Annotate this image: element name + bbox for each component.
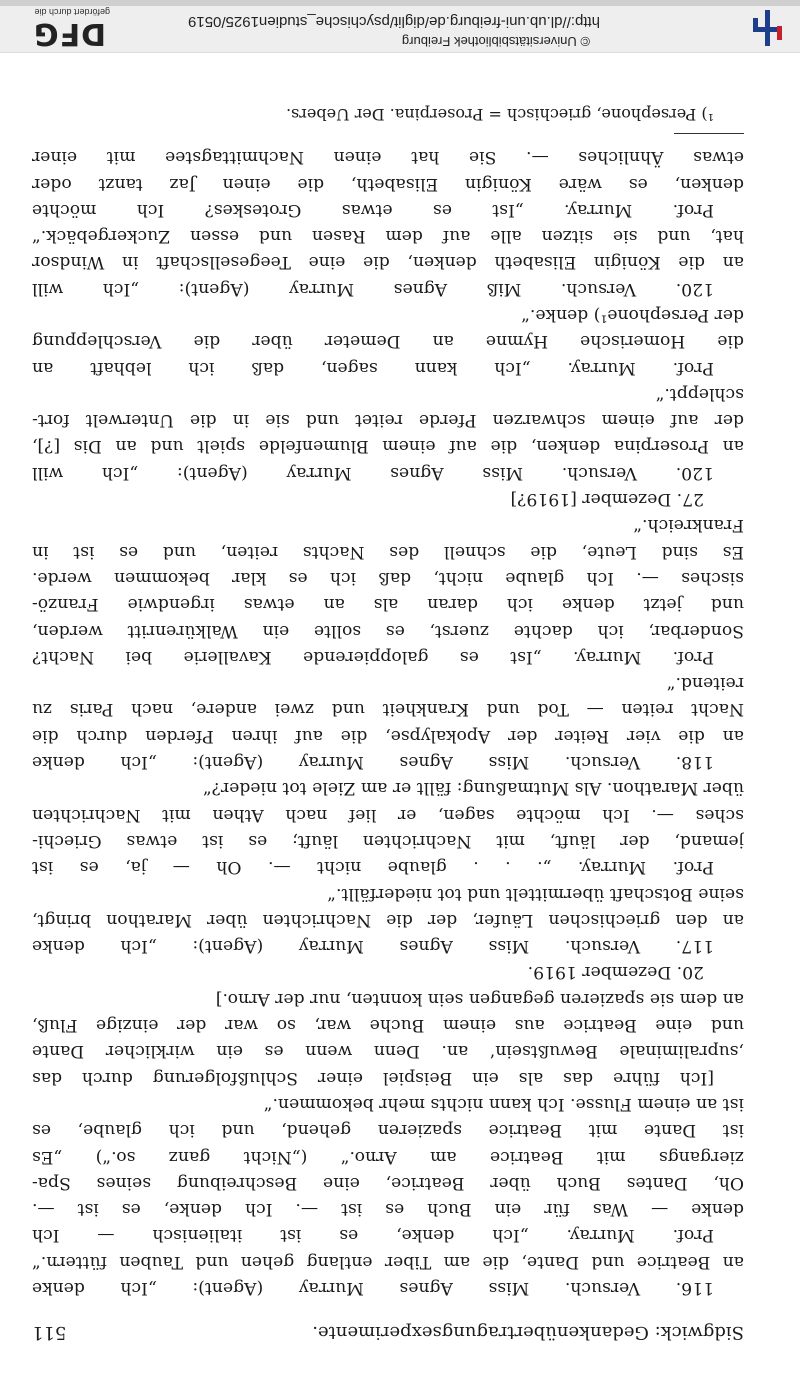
text-line: Prof. Murray. „Ist es etwas Groteskes? Ich möchte (32, 199, 714, 220)
text-line: an Beatrice und Dante, die am Tiber entlang gehen und Tauben füttern.“ (32, 1251, 744, 1272)
text-line: denke — Was für ein Buch es ist —. Ich denke, es ist —. (32, 1199, 744, 1220)
text-line: ist an einem Flusse. Ich kann nichts mehr bekommen.“ (263, 1093, 744, 1114)
text-line: Prof. Murray. „. . . glaube nicht —. Oh — ja, es ist (32, 857, 714, 878)
text-line: Nacht reiten — Tod und Krankheit und zwei andere, nach Paris zu (32, 699, 744, 720)
text-line: Oh, Dantes Buch über Beatrice, eine Beschreibung seines Spa- (32, 1172, 744, 1193)
text-line: Prof. Murray. „Ist es galoppierende Kavallerie bei Nacht? (32, 646, 714, 667)
text-line: 120. Versuch. Miß Agnes Murray (Agent): „Ich will (32, 278, 714, 299)
dfg-logo (10, 7, 114, 51)
date-heading: 27. Dezember [1919?] (510, 489, 704, 510)
text-line: sisches —. Ich glaube nicht, daß ich es klar bekommen werde. (32, 567, 744, 588)
page-number: 511 (32, 1322, 67, 1343)
text-line: Prof. Murray. „Ich kann sagen, daß ich lebhaft an (32, 357, 714, 378)
text-line: seine Botschaft übermittelt und tot niederfällt.“ (327, 883, 744, 904)
footnote-divider (674, 133, 744, 134)
text-line: hat, und sie sitzen alle auf dem Rasen und essen Zuckergebäck.“ (32, 226, 744, 247)
text-line: 118. Versuch. Miss Agnes Murray (Agent): „Ich denke (32, 752, 714, 773)
copyright-text: © Universitätsbibliothek Freiburg (401, 34, 590, 49)
text-line: denken, es wäre Königin Elisabeth, die einen Jaz tanzt oder (32, 173, 744, 194)
text-line: an die Königin Elisabeth denken, die eine Teegesellschaft in Windsor (32, 252, 744, 273)
text-line: sches —. Ich möchte sagen, er lief nach Athen mit Nachrichten (32, 804, 744, 825)
text-line: Sonderbar, ich dachte zuerst, es sollte ein Walkürenritt werden, (32, 620, 744, 641)
text-line: die Homerische Hymne an Demeter über die Verschleppung (32, 331, 744, 352)
text-line: [Ich führe das als ein Beispiel einer Schlußfolgerung durch das (32, 1067, 714, 1088)
text-line: 117. Versuch. Miss Agnes Murray (Agent): „Ich denke (32, 936, 714, 957)
text-line: Prof. Murray. „Ich denke, es ist italienisch — Ich (32, 1225, 714, 1246)
university-logo-icon (744, 8, 788, 48)
text-line: der auf einem schwarzen Pferde reitet und sie in die Unterwelt fort- (32, 410, 744, 431)
footnote: ¹) Persephone, griechisch = Proserpina. Der Uebers. (285, 104, 714, 124)
text-line: jemand, der läuft, mit Nachrichten läuft; es ist etwas Griechi- (32, 830, 744, 851)
book-page (32, 101, 744, 1345)
text-line: ist Dante mit Beatrice spazieren gehend, und ich glaube, es (32, 1120, 744, 1141)
source-url-link[interactable]: http://dl.ub.uni-freiburg.de/diglit/psychische_studien1925/0519 (188, 13, 600, 30)
text-line: an Proserpina denken, die auf einem Blumenfelde spielt und an Dis [?], (32, 436, 744, 457)
text-line: der Persephone¹) denke.“ (521, 305, 744, 326)
text-line: ziergangs mit Beatrice am Arno.“ („Nicht ganz so.“) „Es (32, 1146, 744, 1167)
text-line: ‚supraliminale Bewußtsein‘ an. Denn wenn es ein wirklicher Dante (32, 1041, 744, 1062)
text-line: an die vier Reiter der Apokalypse, die auf ihren Pferden durch die (32, 725, 744, 746)
text-line: über Marathon. Als Mutmaßung: fällt er am Ziele tot nieder?“ (202, 778, 744, 799)
bar-divider (0, 0, 800, 6)
text-line: etwas Ähnliches —. Sie hat einen Nachmittagstee mit einer (32, 147, 744, 168)
running-header (32, 1319, 744, 1345)
text-line: Frankreich.“ (633, 515, 744, 536)
text-line: 120. Versuch. Miss Agnes Murray (Agent): „Ich will (32, 462, 714, 483)
text-line: an den griechischen Läufer, der die Nachrichten über Marathon bringt, (32, 909, 744, 930)
text-line: reitend.“ (666, 673, 744, 694)
date-heading: 20. Dezember 1919. (527, 962, 704, 983)
running-title: Sidgwick: Gedankenübertragungsexperimente. (312, 1322, 744, 1343)
text-line: 116. Versuch. Miss Agnes Murray (Agent): „Ich denke (32, 1278, 714, 1298)
text-line: schleppt.“ (655, 383, 744, 404)
text-line: und jetzt denke ich daran als an etwas irgendwie Franzö- (32, 594, 744, 615)
text-line: und eine Beatrice aus einem Buche war, so war der einzige Fluß, (32, 1015, 744, 1036)
text-line: Es sind Leute, die schnell des Nachts reiten, und es ist in (32, 541, 744, 562)
dfg-logo-mark: DFG (32, 16, 106, 51)
dfg-logo-subtitle: gefördert durch die (34, 7, 110, 17)
text-line: an dem sie spazieren gegangen sein konnten, nur der Arno.] (215, 988, 744, 1009)
